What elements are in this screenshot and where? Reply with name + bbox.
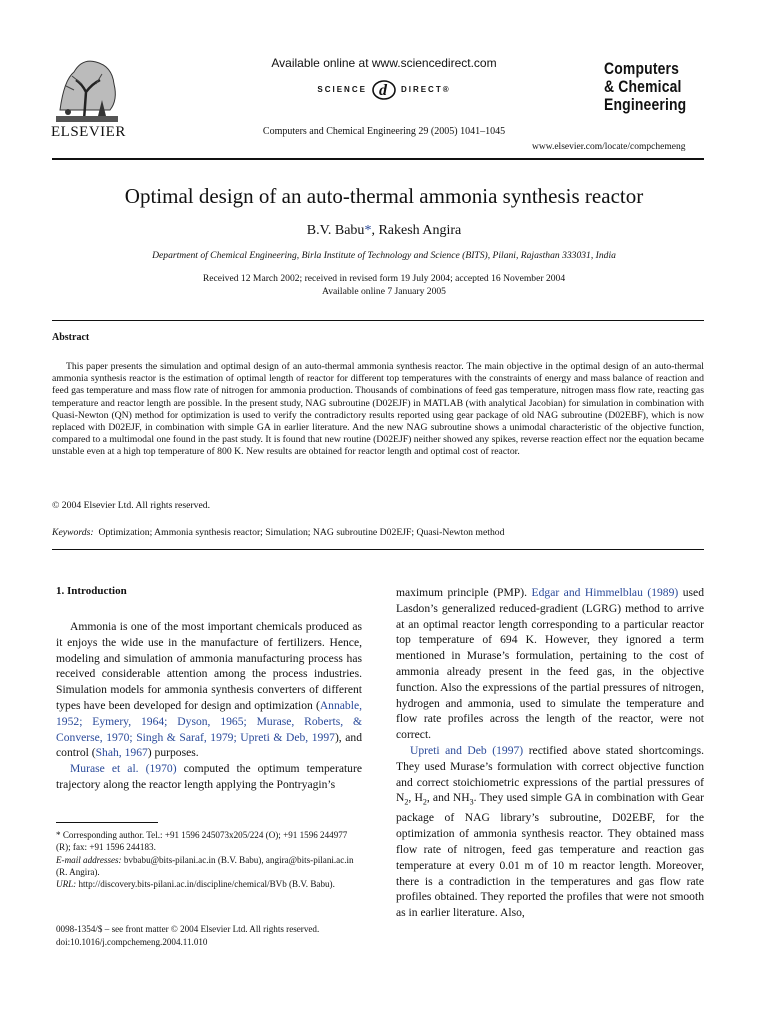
author-name: Rakesh Angira [378,223,462,238]
paragraph-text: maximum principle (PMP). [396,586,532,599]
email-addresses[interactable]: bvbabu@bits-pilani.ac.in (B.V. Babu), angira@bits-pilani.ac.in (R. Angira). [56,854,354,877]
issn-line: 0098-1354/$ – see front matter © 2004 Elsevier Ltd. All rights reserved. [56,924,320,934]
url-label: URL: [56,879,77,890]
citation-link[interactable]: Upreti and Deb (1997) [410,743,524,757]
svg-text:d: d [378,82,389,99]
sd-right-text: DIRECT® [400,84,451,94]
journal-reference: Computers and Chemical Engineering 29 (2005) 1041–1045 [262,126,506,137]
paragraph [396,585,704,743]
received-dates: Received 12 March 2002; received in revised form 19 July 2004; accepted 16 November 2004 [202,273,566,284]
paragraph-text: . They used simple GA in combination with Gear package of NAG library’s subroutine, D02EBF, for the optimization of ammonia synthesis reactor. They obtained mass flow rate of nitrogen, feed gas temperature and reaction gas temperature at every 0.01 m of 10 m reactor length. Moreover, there is a contradiction in the temperatures and gas flow rate profiles obtained. They reported the profiles that were not smooth as in earlier literature. Also, [396,791,704,920]
citation-link[interactable]: Edgar and Himmelblau (1989) [531,586,679,599]
author-list [0,223,768,239]
footnote-divider [56,822,158,823]
article-dates [0,272,768,298]
paragraph-text: computed the optimum temperature trajectory along the reactor length applying the Pontryagin’s [56,762,362,791]
available-online-date: Available online 7 January 2005 [322,286,446,297]
paragraph-text: ) purposes. [147,746,199,760]
subscript: 2 [422,797,427,807]
sciencedirect-d-icon [371,76,397,102]
corresponding-author-link[interactable]: * [364,223,372,238]
header-divider [52,158,704,160]
paragraph-text: rectified above stated shortcomings. They used Murase’s formulation with correct objective function and correct stoichiometric expressions of the partial pressures of N [396,743,705,805]
paragraph [56,761,362,793]
paragraph-text: used Lasdon’s generalized reduced-gradient (LGRG) method to arrive at an optimal reactor length corresponding to a particular reactor top temperature of 694 K. However, they ignored a term mentioned in Murase’s formulation, pertaining to the cost of ammonia already present in the feed gas, in the objective function. Also the expressions of the partial pressures of nitrogen, hydrogen and ammonia, used to simulate the temperature and flow rate profiles across the length of the reactor, were not correct. [396,586,705,742]
article-title: Optimal design of an auto-thermal ammonia synthesis reactor [124,184,644,208]
keywords-divider [52,549,704,550]
paragraph-text: Ammonia is one of the most important chemicals produced as it enjoys the wide use in the manufacture of fertilizers. Hence, modeling and simulation of ammonia manufacturing process has received considerable attention among the process industries. Simulation models for ammonia synthesis converters of different types have been developed for design and optimization ( [56,620,362,712]
citation-link[interactable]: Annable, 1952; Eymery, 1964; Dyson, 1965; Murase, Roberts, & Converse, 1970; Singh & Saraf, 1979; Upreti & Deb, 1997 [56,698,362,744]
paragraph-text: , and NH [426,791,470,805]
subscript: 2 [404,797,409,807]
author-separator: , [371,223,379,238]
journal-title-line: Engineering [604,95,687,114]
abstract-heading: Abstract [52,332,90,343]
sd-left-text: SCIENCE [317,84,367,94]
abstract-divider [52,320,704,321]
left-column [56,619,362,793]
abstract-copyright: © 2004 Elsevier Ltd. All rights reserved. [52,500,211,511]
subscript: 3 [469,797,474,807]
email-label: E-mail addresses: [56,854,122,865]
footnote [56,829,356,890]
citation-link[interactable]: Shah, 1967 [95,746,148,760]
section-heading: 1. Introduction [56,585,127,597]
keywords-label: Keywords: [52,527,94,538]
journal-title-line: & Chemical [604,77,682,96]
author-url-link[interactable]: http://discovery.bits-pilani.ac.in/discipline/chemical/BVb (B.V. Babu). [76,879,335,890]
abstract-text: This paper presents the simulation and optimal design of an auto-thermal ammonia synthesis reactor. The main objective in the optimal design of an auto-thermal ammonia synthesis reactor is the estimation of optimal length of reactor for different top temperatures with the constraints of energy and mass balance of reaction and feed gas temperature and mass flow rate of nitrogen for ammonia production. Thousands of combinations of feed gas temperature, nitrogen mass flow rate, reacting gas temperature and reactor length are possible. In the present study, NAG subroutine (D02EJF) in MATLAB (with analytical Jacobian) for simulation in combination with Quasi-Newton (QN) method for optimization is used to verify the contradictory results reported using gear package of old NAG subroutine (D02EBF), which is now replaced with D02EJF, in combination with simple GA in earlier literature. And the new NAG subroutine shows a unimodal characteristic of the objective function, compared to a multimodal one found in the past study. It is found that new routine (D02EJF) neither showed any spikes, reverse reaction effect nor the equation became unstable even at a high top temperature of 800 K. New results are obtained for reactor length and optimal cost of reactor. [52,361,704,458]
publisher-name: ELSEVIER [51,124,126,140]
paragraph [396,743,704,921]
author-name: B.V. Babu [306,223,365,238]
front-matter [56,923,319,948]
paragraph-text: ), and control ( [56,730,362,760]
citation-link[interactable]: Murase et al. (1970) [70,762,177,776]
journal-url-link[interactable]: www.elsevier.com/locate/compchemeng [532,142,686,152]
doi-line[interactable]: doi:10.1016/j.compchemeng.2004.11.010 [56,936,208,947]
journal-title-line: Computers [604,59,680,78]
email-note [56,854,356,879]
paragraph [56,619,362,761]
right-column [396,585,704,921]
journal-title [604,60,686,114]
affiliation: Department of Chemical Engineering, Birla Institute of Technology and Science (BITS), Pilani, Rajasthan 333031, India [152,250,616,261]
url-note [56,878,356,890]
paragraph-text: , H [408,791,423,805]
available-online-text: Available online at www.sciencedirect.com [271,56,497,70]
keywords [52,527,505,538]
corresponding-author-note: * Corresponding author. Tel.: +91 1596 245073x205/224 (O); +91 1596 244977 (R); fax: +91 1596 244183. [56,830,348,853]
keywords-list: Optimization; Ammonia synthesis reactor; Simulation; NAG subroutine D02EJF; Quasi-Newton method [98,527,505,538]
